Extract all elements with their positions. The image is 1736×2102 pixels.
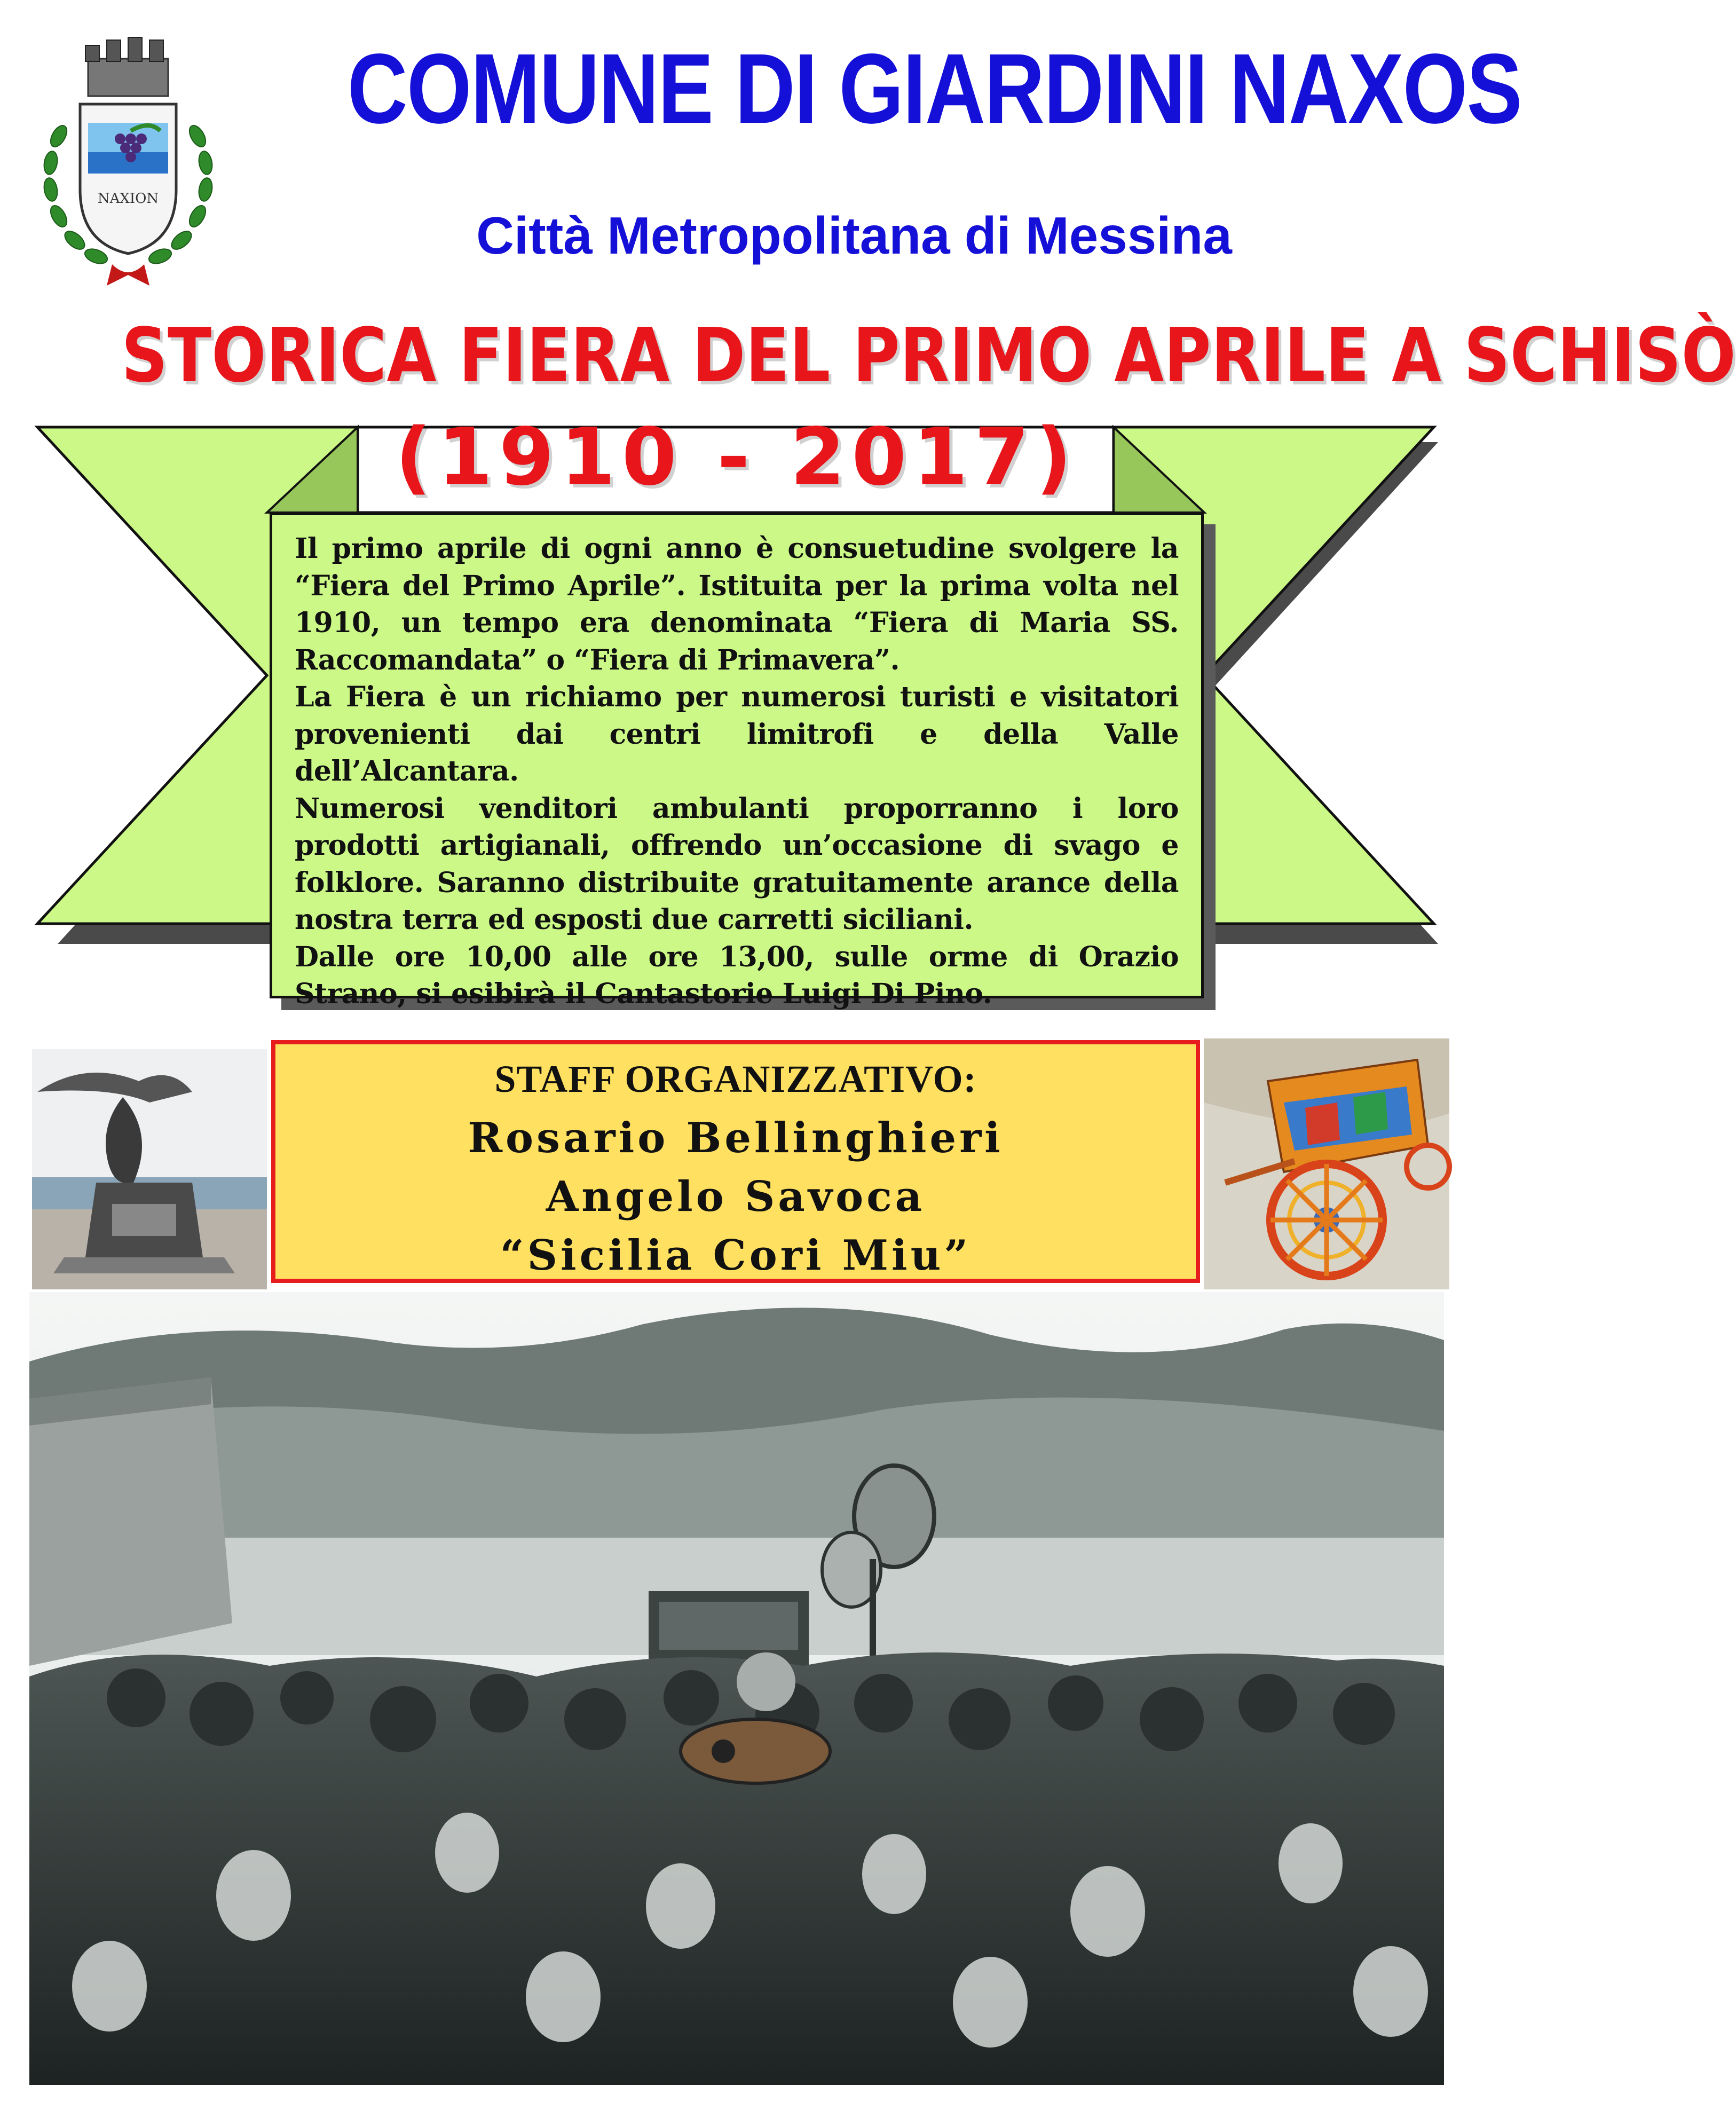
- description-paragraph: Numerosi venditori ambulanti proporranno i loro prodotti artigianali, offrendo un’occasione di svago e folklore. Saranno distribuite gratuitamente arance della nostra terra ed esposti due carretti siciliani.: [295, 792, 1179, 936]
- crest-label: NAXION: [97, 191, 159, 207]
- event-title: STORICA FIERA DEL PRIMO APRILE A SCHISÒ: [121, 312, 1736, 399]
- staff-heading: STAFF ORGANIZZATIVO:: [494, 1058, 977, 1100]
- event-years: (1910 - 2017): [395, 411, 1078, 503]
- comune-title: COMUNE DI GIARDINI NAXOS: [347, 34, 1522, 144]
- staff-member: Rosario Bellinghieri: [468, 1114, 1004, 1162]
- description-paragraph: La Fiera è un richiamo per numerosi turisti e visitatori provenienti dai centri limitrofi e della Valle dell’Alcantara.: [295, 681, 1179, 788]
- staff-member: Angelo Savoca: [546, 1172, 926, 1221]
- staff-member: “Sicilia Cori Miu”: [500, 1231, 972, 1280]
- event-description-box: [270, 513, 1204, 1010]
- comune-subtitle: Città Metropolitana di Messina: [476, 206, 1232, 265]
- staff-box: [271, 1040, 1200, 1283]
- sicilian-cart-photo: [1204, 1038, 1449, 1289]
- description-paragraph: Dalle ore 10,00 alle ore 13,00, sulle orme di Orazio Strano, si esibirà il Cantastorie Luigi Di Pino.: [295, 940, 1179, 1010]
- comune-crest: [21, 29, 235, 302]
- monument-photo: [32, 1049, 267, 1289]
- historical-fair-photo: [29, 1292, 1444, 2085]
- event-description: [295, 530, 1179, 1013]
- description-paragraph: Il primo aprile di ogni anno è consuetudine svolgere la “Fiera del Primo Aprile”. Istituita per la prima volta nel 1910, un tempo era denominata “Fiera di Maria SS. Raccomandata” o “Fiera di Primavera”.: [295, 532, 1179, 676]
